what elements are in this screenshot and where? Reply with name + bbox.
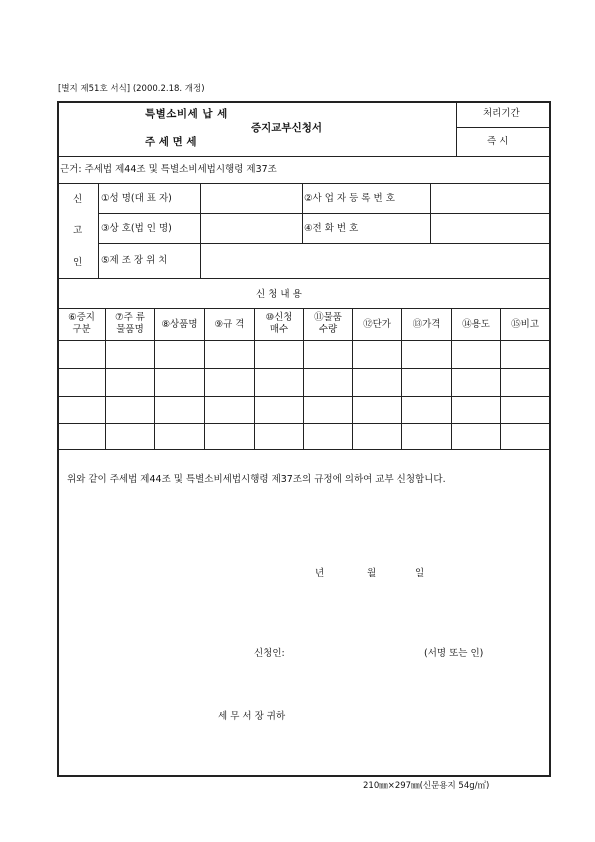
applicant-side-char-2: 고 <box>73 225 83 236</box>
applicant-signature-label: 신청인: <box>254 648 285 659</box>
applicant-side-char-3: 인 <box>73 257 83 268</box>
legal-basis: 근거: 주세법 제44조 및 특별소비세법시행령 제37조 <box>60 164 277 175</box>
header-product-name: ⑧상품명 <box>161 319 198 330</box>
application-contents-heading: 신 청 내 용 <box>256 289 302 300</box>
frame-bottom <box>57 775 551 777</box>
header-item-quantity: ⑪물품 수량 <box>314 312 342 335</box>
header-price: ⑬가격 <box>412 319 441 330</box>
header-remarks: ⑮비고 <box>511 319 539 330</box>
contents-heading-line <box>57 308 551 309</box>
application-statement: 위와 같이 주세법 제44조 및 특별소비세법시행령 제37조의 규정에 의하여 교부 신청합니다. <box>67 474 446 485</box>
company-name-label: ③상 호(법 인 명) <box>101 223 172 234</box>
title-line1: 특별소비세 납 세 <box>145 108 228 120</box>
table-row-line-2 <box>57 396 551 397</box>
applicant-bottom-line <box>57 278 551 279</box>
date-year-label: 년 <box>315 568 325 579</box>
factory-location-label: ⑤제 조 장 위 치 <box>101 255 168 266</box>
title-suffix: 증지교부신청서 <box>251 122 323 134</box>
processing-period-label: 처리기간 <box>483 108 520 119</box>
title-line2: 주 세 면 세 <box>145 136 197 148</box>
frame-left <box>57 101 59 777</box>
header-liquor-item: ⑦주 류 물품명 <box>115 312 145 335</box>
frame-top <box>57 101 551 103</box>
processing-box-divider <box>456 101 457 156</box>
header-requested-count: ⑩신청 매수 <box>265 312 293 335</box>
applicant-row1-line <box>98 213 551 214</box>
header-specification: ⑨규 격 <box>214 319 245 330</box>
form-number-label: [별지 제51호 서식] (2000.2.18. 개정) <box>58 84 205 94</box>
basis-top-line <box>57 156 551 157</box>
signature-note: (서명 또는 인) <box>424 648 484 659</box>
table-bottom-line <box>57 449 551 450</box>
date-month-label: 월 <box>367 568 377 579</box>
name-label: ①성 명(대 표 자) <box>101 193 172 204</box>
business-number-label: ②사 업 자 등 록 번 호 <box>304 193 395 204</box>
frame-right <box>549 101 551 777</box>
recipient-line: 세 무 서 장 귀하 <box>218 711 286 722</box>
processing-period-value: 즉 시 <box>487 136 509 147</box>
applicant-side-char-1: 신 <box>73 194 83 205</box>
header-unit-price: ⑫단가 <box>363 319 391 330</box>
phone-label: ④전 화 번 호 <box>304 223 359 234</box>
table-header-line <box>57 340 551 341</box>
header-purpose: ⑭용도 <box>462 319 490 330</box>
paper-spec: 210㎜×297㎜(신문용지 54g/㎡) <box>363 781 490 791</box>
applicant-row2-line <box>98 243 551 244</box>
basis-bottom-line <box>57 183 551 184</box>
date-day-label: 일 <box>415 568 425 579</box>
table-row-line-3 <box>57 423 551 424</box>
table-row-line-1 <box>57 368 551 369</box>
header-stamp-type: ⑥증지 구분 <box>68 312 95 335</box>
applicant-label-divider <box>200 183 201 278</box>
applicant-side-divider <box>98 183 99 278</box>
processing-box-mid <box>456 127 549 128</box>
